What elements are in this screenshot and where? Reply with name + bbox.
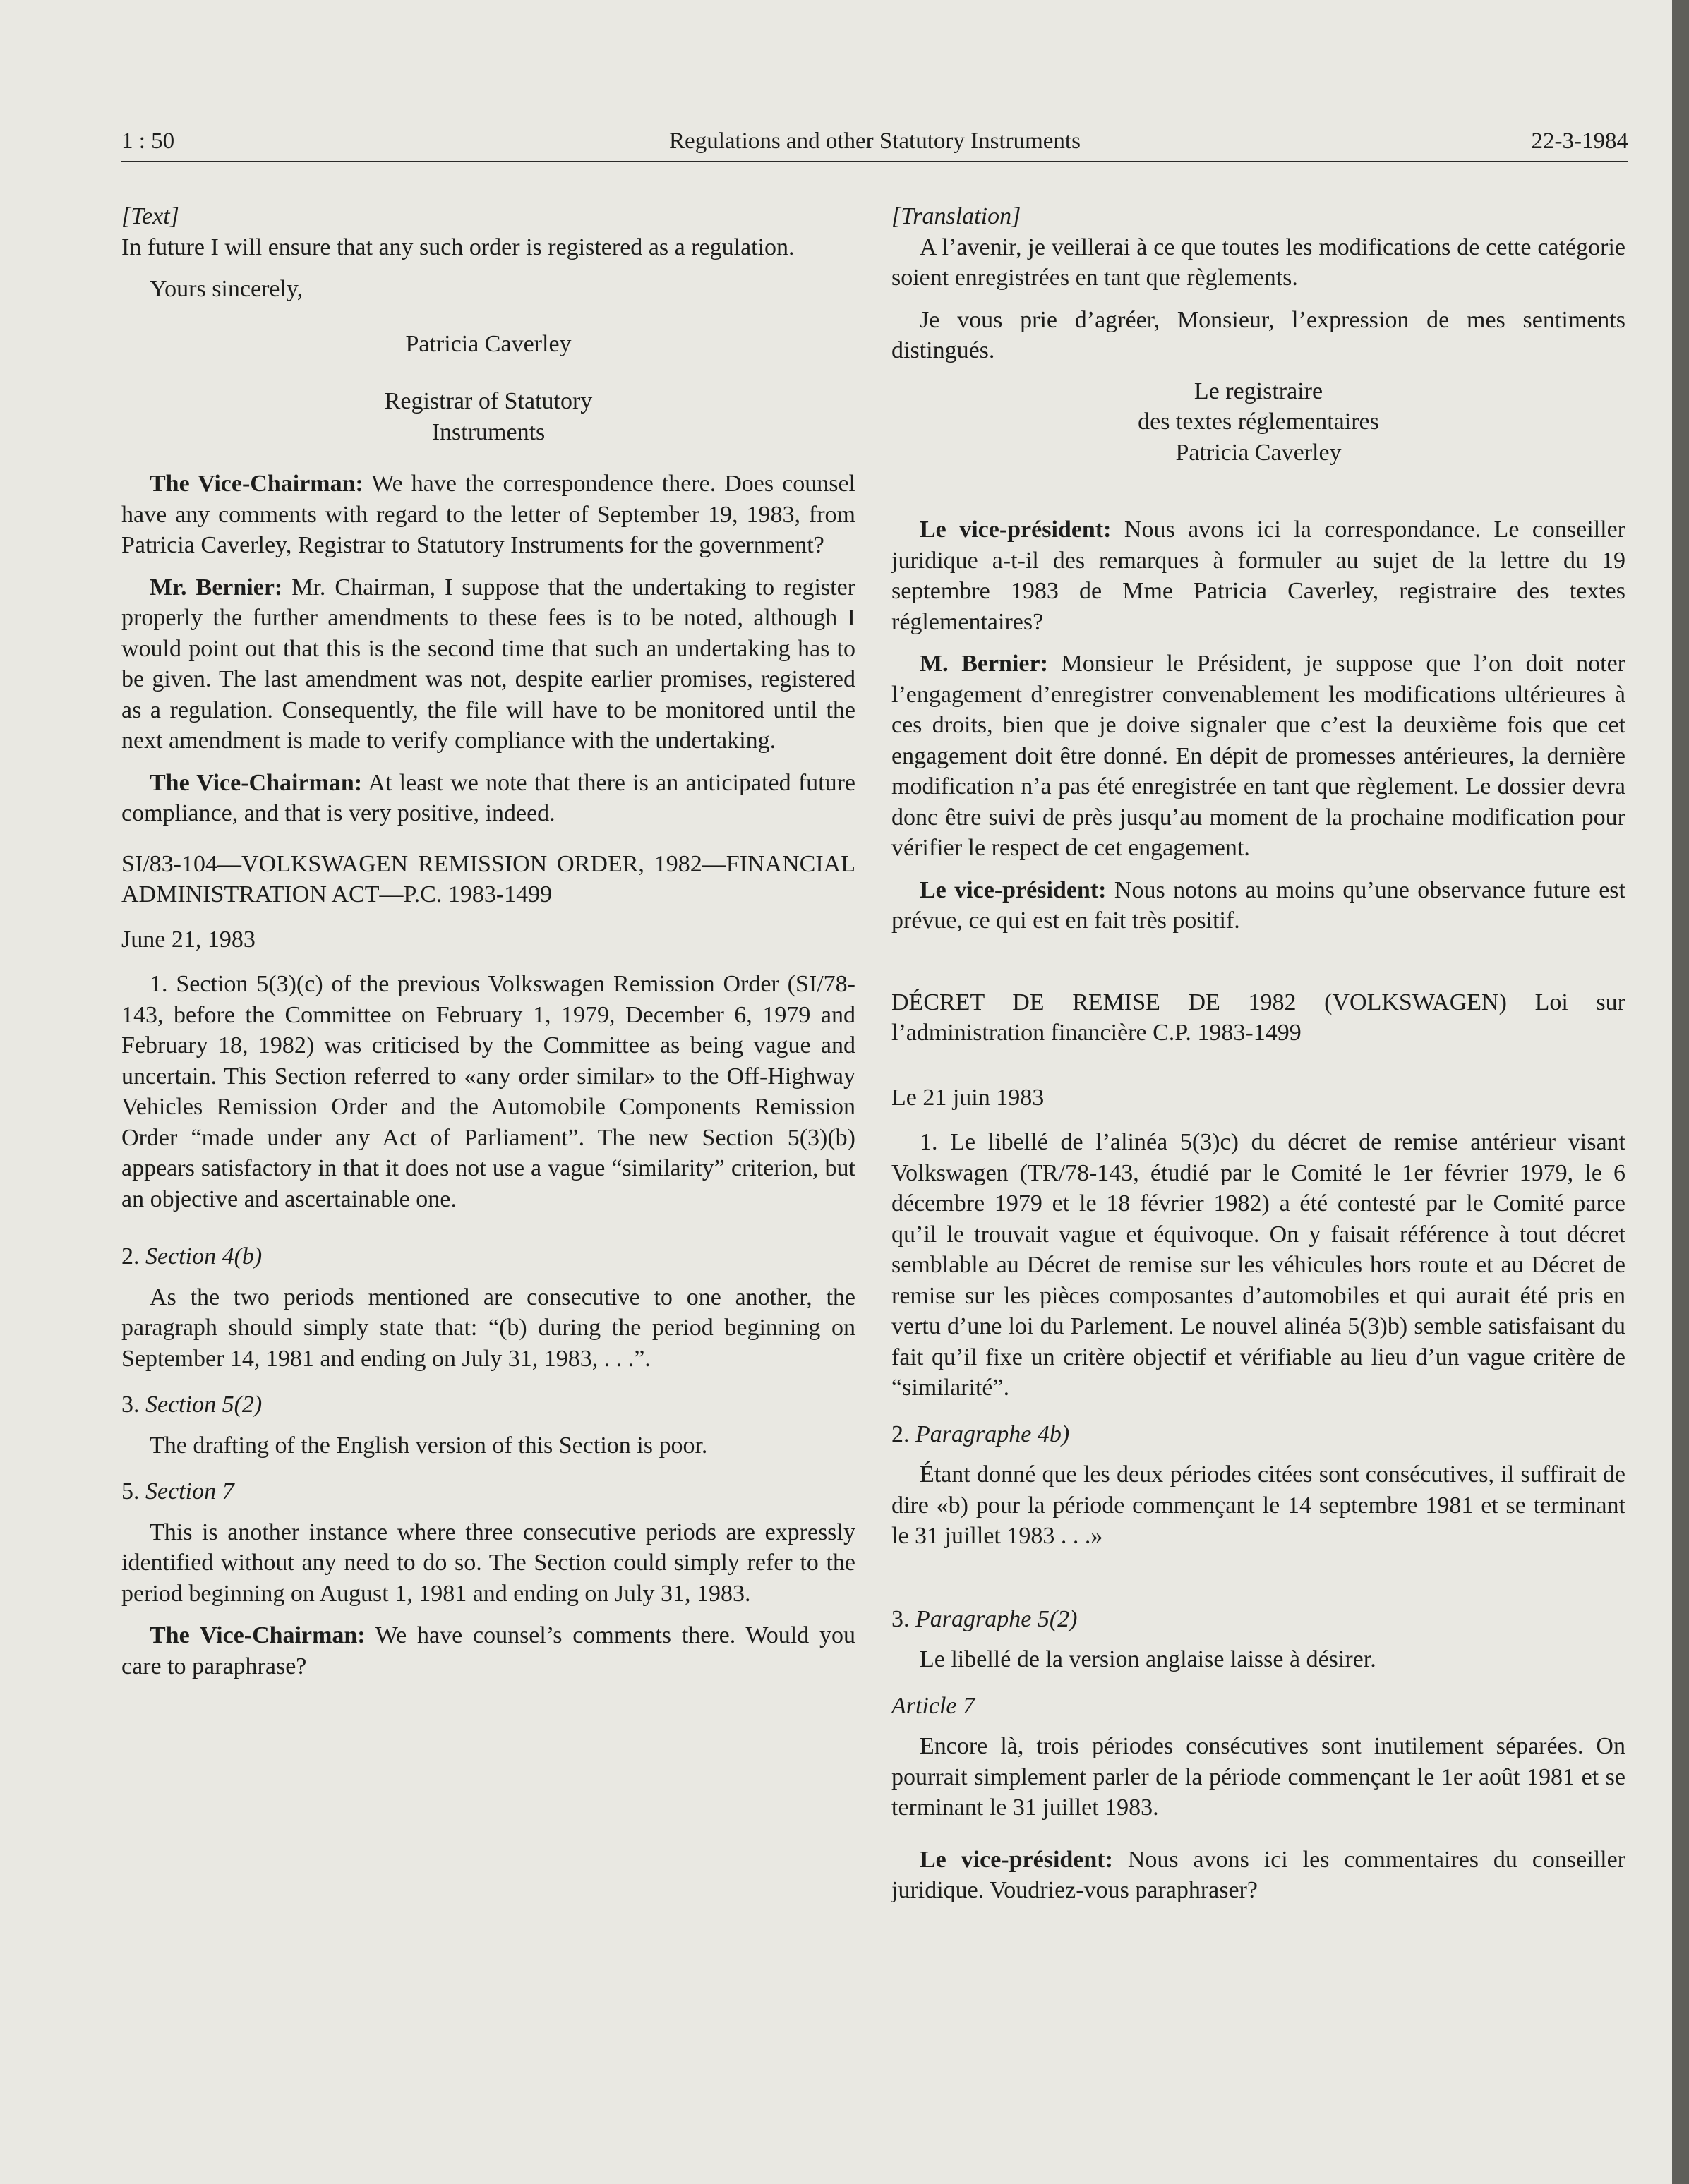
header-page-number: 1 : 50: [121, 128, 175, 154]
order-date-fr: Le 21 juin 1983: [891, 1084, 1045, 1111]
comment-item-3-fr: Le libellé de la version anglaise laisse à désirer.: [920, 1646, 1376, 1672]
comment-item-1-fr: 1. Le libellé de l’alinéa 5(3)c) du décret de remise antérieur visant Volkswagen (TR/78-143, étudié par le Comité le 1er février 1979, le 6 décembre 1979 et le 18 février 1982) a été contesté par le Comité parce qu’il le trouvait vague et équivoque. On y faisait référence à tout décret semblable au Décret de remise sur les véhicules hors route et au Décret de remise sur les pièces composantes d’automobiles et qui aurait été pris en vertu d’une loi du Parlement. Le nouvel alinéa 5(3)b) semble satisfaisant du fait qu’il fixe un critère objectif et vérifiable au lieu d’un vague critère de “similarité”.: [891, 1129, 1625, 1401]
text-label: [Text]: [121, 203, 179, 229]
comment-item-3: The drafting of the English version of this Section is poor.: [150, 1432, 708, 1459]
comment-item-5-heading-fr: Article 7: [891, 1692, 975, 1719]
comment-item-3-heading-fr: 3. Paragraphe 5(2): [891, 1605, 1078, 1632]
signature-name-fr: Patricia Caverley: [1175, 439, 1342, 466]
vice-president-remark-1: Le vice-président: Nous avons ici la correspondance. Le conseiller juridique a-t-il des remarques à formuler au sujet de la lettre du 19 septembre 1983 de Mme Patricia Caverley, registraire des textes réglementaires?: [891, 517, 1626, 635]
signature-title-fr-line1: Le registraire: [1194, 378, 1323, 404]
vice-president-remark-3: Le vice-président: Nous avons ici les commentaires du conseiller juridique. Voudriez-vous paraphraser?: [891, 1846, 1625, 1903]
vice-chairman-remark-1: The Vice-Chairman: We have the correspondence there. Does counsel have any comments with regard to the letter of September 19, 1983, from Patricia Caverley, Registrar to Statutory Instruments for the government?: [121, 471, 855, 558]
page-edge-shadow: [1672, 0, 1689, 2184]
comment-item-5-fr: Encore là, trois périodes consécutives sont inutilement séparées. On pourrait simplement parler de la période commençant le 1er août 1981 et se terminant le 31 juillet 1983.: [891, 1733, 1625, 1821]
french-column: [891, 201, 1625, 1917]
english-column: [121, 201, 855, 1693]
order-title-fr: DÉCRET DE REMISE DE 1982 (VOLKSWAGEN) Loi sur l’administration financière C.P. 1983-1499: [891, 989, 1625, 1046]
vice-chairman-remark-2: The Vice-Chairman: At least we note that there is an anticipated future compliance, and that is very positive, indeed.: [121, 769, 855, 826]
comment-item-2: As the two periods mentioned are consecutive to one another, the paragraph should simply state that: “(b) during the period beginning on September 14, 1981 and ending on July 31, 1983, . . .”.: [121, 1284, 855, 1372]
signature-name: Patricia Caverley: [405, 330, 572, 357]
comment-item-5-heading: 5. Section 7: [121, 1478, 234, 1504]
comment-item-3-heading: 3. Section 5(2): [121, 1392, 263, 1418]
comment-item-2-fr: Étant donné que les deux périodes citées sont consécutives, il suffirait de dire «b) pour la période commençant le 14 septembre 1981 et se terminant le 31 juillet 1983 . . .»: [891, 1461, 1625, 1549]
order-title: SI/83-104—VOLKSWAGEN REMISSION ORDER, 1982—FINANCIAL ADMINISTRATION ACT—P.C. 1983-1499: [121, 850, 855, 907]
order-date: June 21, 1983: [121, 926, 256, 953]
translation-label: [Translation]: [891, 203, 1021, 229]
header-date: 22-3-1984: [1531, 128, 1628, 154]
signature-title-line1: Registrar of Statutory: [384, 388, 593, 414]
comment-item-2-heading-fr: 2. Paragraphe 4b): [891, 1420, 1070, 1447]
header-rule: [121, 161, 1628, 162]
letter-closing-fr: Je vous prie d’agréer, Monsieur, l’expression de mes sentiments distingués.: [891, 306, 1625, 363]
signature-title-fr-line2: des textes réglementaires: [1138, 409, 1379, 435]
vice-president-remark-2: Le vice-président: Nous notons au moins qu’une observance future est prévue, ce qui est en fait très positif.: [891, 876, 1625, 934]
vice-chairman-remark-3: The Vice-Chairman: We have counsel’s comments there. Would you care to paraphrase?: [121, 1622, 856, 1679]
letter-paragraph-fr: A l’avenir, je veillerai à ce que toutes les modifications de cette catégorie soient enregistrées en tant que règlements.: [891, 234, 1625, 291]
signature-title-line2: Instruments: [431, 418, 546, 445]
comment-item-5: This is another instance where three consecutive periods are expressly identified without any need to do so. The Section could simply refer to the period beginning on August 1, 1981 and ending on July 31, 1983.: [121, 1519, 855, 1607]
page-header: [121, 126, 1628, 161]
letter-paragraph: In future I will ensure that any such order is registered as a regulation.: [121, 234, 795, 260]
comment-item-1: 1. Section 5(3)(c) of the previous Volkswagen Remission Order (SI/78-143, before the Committee on February 1, 1979, December 6, 1979 and February 18, 1982) was criticised by the Committee as being vague and uncertain. This Section referred to «any order similar» to the Off-Highway Vehicles Remission Order and the Automobile Components Remission Order “made under any Act of Parliament”. The new Section 5(3)(b) appears satisfactory in that it does not use a vague “similarity” criterion, but an objective and ascertainable one.: [121, 971, 855, 1212]
header-title: Regulations and other Statutory Instruments: [669, 128, 1081, 154]
comment-item-2-heading: 2. Section 4(b): [121, 1243, 263, 1269]
bernier-remark-fr: M. Bernier: Monsieur le Président, je suppose que l’on doit noter l’engagement d’enregistrer convenablement les modifications ultérieures à ces droits, bien que je doive signaler que c’est la deuxième fois que cet engagement doit être donné. En dépit de promesses antérieures, la dernière modification n’a pas été enregistrée en tant que règlement. Le dossier devra donc être suivi de près jusqu’au moment de la prochaine modification pour vérifier le respect de cet engagement.: [891, 651, 1625, 861]
bernier-remark: Mr. Bernier: Mr. Chairman, I suppose that the undertaking to register properly the further amendments to these fees is to be noted, although I would point out that this is the second time that such an undertaking has to be given. The last amendment was not, despite earlier promises, registered as a regulation. Consequently, the file will have to be monitored until the next amendment is made to verify compliance with the undertaking.: [121, 574, 855, 754]
letter-closing: Yours sincerely,: [150, 276, 303, 302]
